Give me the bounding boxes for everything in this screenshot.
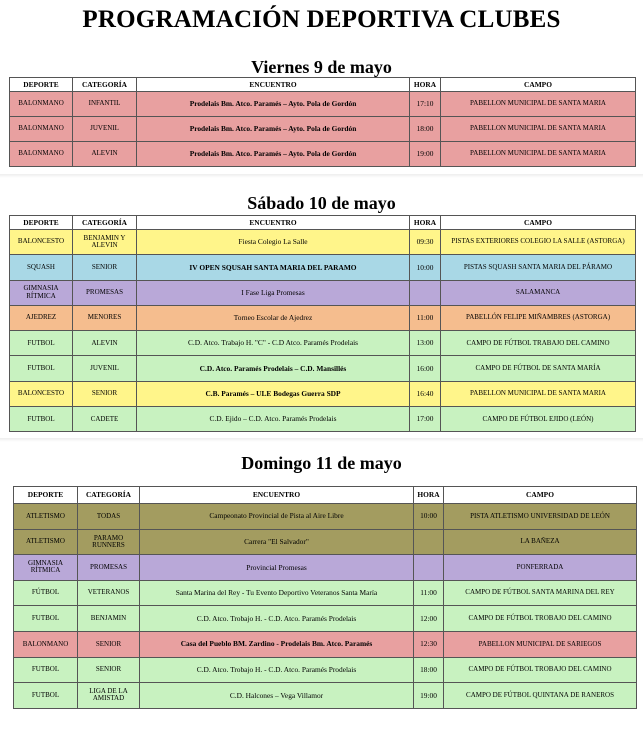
encuentro-cell: I Fase Liga Promesas [137,280,410,305]
campo-cell: PISTA ATLETISMO UNIVERSIDAD DE LEÓN [444,504,637,530]
column-header-campo: CAMPO [444,487,637,504]
column-header-hora: HORA [410,216,441,230]
table-row [10,280,636,305]
hora-cell [410,280,441,305]
deporte-cell: AJEDREZ [10,305,73,330]
campo-cell: PONFERRADA [444,555,637,581]
day-title-sabado: Sábado 10 de mayo [247,193,396,213]
deporte-cell: FUTBOL [10,331,73,356]
schedule-table-viernes [9,77,636,167]
campo-cell: CAMPO DE FÚTBOL SANTA MARINA DEL REY [444,580,637,606]
campo-cell: CAMPO DE FÚTBOL QUINTANA DE RANEROS [444,683,637,709]
categoria-cell: ALEVIN [73,331,137,356]
campo-cell: SALAMANCA [441,280,636,305]
deporte-cell: FUTBOL [14,657,78,683]
column-header-hora: HORA [410,78,441,92]
day-title-viernes: Viernes 9 de mayo [251,57,392,77]
encuentro-cell: Prodelais Bm. Atco. Paramés – Ayto. Pola de Gordón [137,92,410,117]
hora-cell: 17:10 [410,92,441,117]
table-row [10,117,636,142]
hora-cell: 12:00 [414,606,444,632]
table-row [10,255,636,280]
hora-cell: 13:00 [410,331,441,356]
section-divider [0,438,643,442]
column-header-deporte: DEPORTE [10,216,73,230]
campo-cell: CAMPO DE FÚTBOL TROBAJO DEL CAMINO [444,657,637,683]
table-row [10,305,636,330]
campo-cell: PISTAS EXTERIORES COLEGIO LA SALLE (ASTORGA) [441,230,636,255]
column-header-categoria: CATEGORÍA [73,216,137,230]
header-row [10,78,636,92]
header-row [10,216,636,230]
table-row [14,555,637,581]
encuentro-cell: Campeonato Provincial de Pista al Aire Libre [140,504,414,530]
categoria-cell: JUVENIL [73,356,137,381]
deporte-cell: FUTBOL [14,606,78,632]
categoria-cell: SENIOR [73,381,137,406]
deporte-cell: BALONMANO [10,92,73,117]
deporte-cell: BALONMANO [14,631,78,657]
categoria-cell: ALEVIN [73,142,137,167]
categoria-cell: VETERANOS [78,580,140,606]
table-row [10,331,636,356]
column-header-campo: CAMPO [441,78,636,92]
categoria-cell: BENJAMIN Y ALEVIN [73,230,137,255]
categoria-cell: INFANTIL [73,92,137,117]
encuentro-cell: C.D. Halcones – Vega Villamor [140,683,414,709]
categoria-cell: SENIOR [78,657,140,683]
deporte-cell: BALONCESTO [10,381,73,406]
campo-cell: PABELLON MUNICIPAL DE SANTA MARIA [441,92,636,117]
column-header-deporte: DEPORTE [10,78,73,92]
column-header-deporte: DEPORTE [14,487,78,504]
hora-cell: 19:00 [414,683,444,709]
hora-cell: 18:00 [414,657,444,683]
deporte-cell: FÚTBOL [14,580,78,606]
hora-cell: 11:00 [410,305,441,330]
hora-cell: 16:40 [410,381,441,406]
encuentro-cell: Prodelais Bm. Atco. Paramés – Ayto. Pola de Gordón [137,117,410,142]
table-row [10,356,636,381]
deporte-cell: GIMNASIA RÍTMICA [10,280,73,305]
categoria-cell: MENORES [73,305,137,330]
hora-cell: 11:00 [414,580,444,606]
encuentro-cell: Torneo Escolar de Ajedrez [137,305,410,330]
deporte-cell: GIMNASIA RÍTMICA [14,555,78,581]
hora-cell: 16:00 [410,356,441,381]
schedule-table-domingo [13,486,637,709]
hora-cell [414,529,444,555]
deporte-cell: FUTBOL [10,407,73,432]
campo-cell: LA BAÑEZA [444,529,637,555]
hora-cell: 19:00 [410,142,441,167]
categoria-cell: CADETE [73,407,137,432]
encuentro-cell: Carrera "El Salvador" [140,529,414,555]
hora-cell [414,555,444,581]
campo-cell: PISTAS SQUASH SANTA MARIA DEL PÁRAMO [441,255,636,280]
campo-cell: PABELLON MUNICIPAL DE SARIEGOS [444,631,637,657]
encuentro-cell: Prodelais Bm. Atco. Paramés – Ayto. Pola de Gordón [137,142,410,167]
table-row [14,683,637,709]
campo-cell: CAMPO DE FÚTBOL DE SANTA MARÍA [441,356,636,381]
encuentro-cell: Fiesta Colegio La Salle [137,230,410,255]
encuentro-cell: C.D. Atco. Trabajo H. "C" - C.D Atco. Paramés Prodelais [137,331,410,356]
table-row [14,580,637,606]
campo-cell: PABELLÓN FELIPE MIÑAMBRES (ASTORGA) [441,305,636,330]
encuentro-cell: Provincial Promesas [140,555,414,581]
campo-cell: PABELLON MUNICIPAL DE SANTA MARIA [441,117,636,142]
encuentro-cell: C.D. Atco. Trobajo H. - C.D. Atco. Paramés Prodelais [140,606,414,632]
table-row [14,657,637,683]
table-row [14,631,637,657]
categoria-cell: SENIOR [73,255,137,280]
categoria-cell: PROMESAS [78,555,140,581]
column-header-categoria: CATEGORÍA [73,78,137,92]
categoria-cell: PROMESAS [73,280,137,305]
deporte-cell: BALONMANO [10,117,73,142]
table-row [10,407,636,432]
hora-cell: 10:00 [410,255,441,280]
table-row [14,529,637,555]
deporte-cell: BALONCESTO [10,230,73,255]
categoria-cell: LIGA DE LA AMISTAD [78,683,140,709]
section-divider [0,174,643,178]
campo-cell: PABELLON MUNICIPAL DE SANTA MARIA [441,381,636,406]
encuentro-cell: C.D. Ejido – C.D. Atco. Paramés Prodelais [137,407,410,432]
column-header-encuentro: ENCUENTRO [137,78,410,92]
column-header-hora: HORA [414,487,444,504]
deporte-cell: ATLETISMO [14,504,78,530]
campo-cell: CAMPO DE FÚTBOL TROBAJO DEL CAMINO [444,606,637,632]
table-row [10,92,636,117]
campo-cell: PABELLON MUNICIPAL DE SANTA MARIA [441,142,636,167]
deporte-cell: BALONMANO [10,142,73,167]
deporte-cell: FUTBOL [10,356,73,381]
deporte-cell: FUTBOL [14,683,78,709]
campo-cell: CAMPO DE FÚTBOL EJIDO (LEÓN) [441,407,636,432]
table-row [14,504,637,530]
column-header-encuentro: ENCUENTRO [137,216,410,230]
table-row [10,230,636,255]
day-title-domingo: Domingo 11 de mayo [241,453,402,473]
encuentro-cell: C.D. Atco. Trobajo H. - C.D. Atco. Paramés Prodelais [140,657,414,683]
categoria-cell: BENJAMIN [78,606,140,632]
encuentro-cell: Casa del Pueblo BM. Zardino - Prodelais Bm. Atco. Paramés [140,631,414,657]
categoria-cell: SENIOR [78,631,140,657]
schedule-table-sabado [9,215,636,432]
table-row [10,381,636,406]
encuentro-cell: C.B. Paramés – ULE Bodegas Guerra SDP [137,381,410,406]
categoria-cell: JUVENIL [73,117,137,142]
hora-cell: 17:00 [410,407,441,432]
hora-cell: 10:00 [414,504,444,530]
header-row [14,487,637,504]
campo-cell: CAMPO DE FÚTBOL TRABAJO DEL CAMINO [441,331,636,356]
categoria-cell: TODAS [78,504,140,530]
table-row [10,142,636,167]
column-header-encuentro: ENCUENTRO [140,487,414,504]
column-header-categoria: CATEGORÍA [78,487,140,504]
deporte-cell: SQUASH [10,255,73,280]
encuentro-cell: Santa Marina del Rey - Tu Evento Deportivo Veteranos Santa María [140,580,414,606]
hora-cell: 18:00 [410,117,441,142]
encuentro-cell: IV OPEN SQUSAH SANTA MARIA DEL PARAMO [137,255,410,280]
categoria-cell: PARAMO RUNNERS [78,529,140,555]
column-header-campo: CAMPO [441,216,636,230]
encuentro-cell: C.D. Atco. Paramés Prodelais – C.D. Mansillés [137,356,410,381]
table-row [14,606,637,632]
deporte-cell: ATLETISMO [14,529,78,555]
page-title: PROGRAMACIÓN DEPORTIVA CLUBES [82,6,561,33]
hora-cell: 12:30 [414,631,444,657]
hora-cell: 09:30 [410,230,441,255]
